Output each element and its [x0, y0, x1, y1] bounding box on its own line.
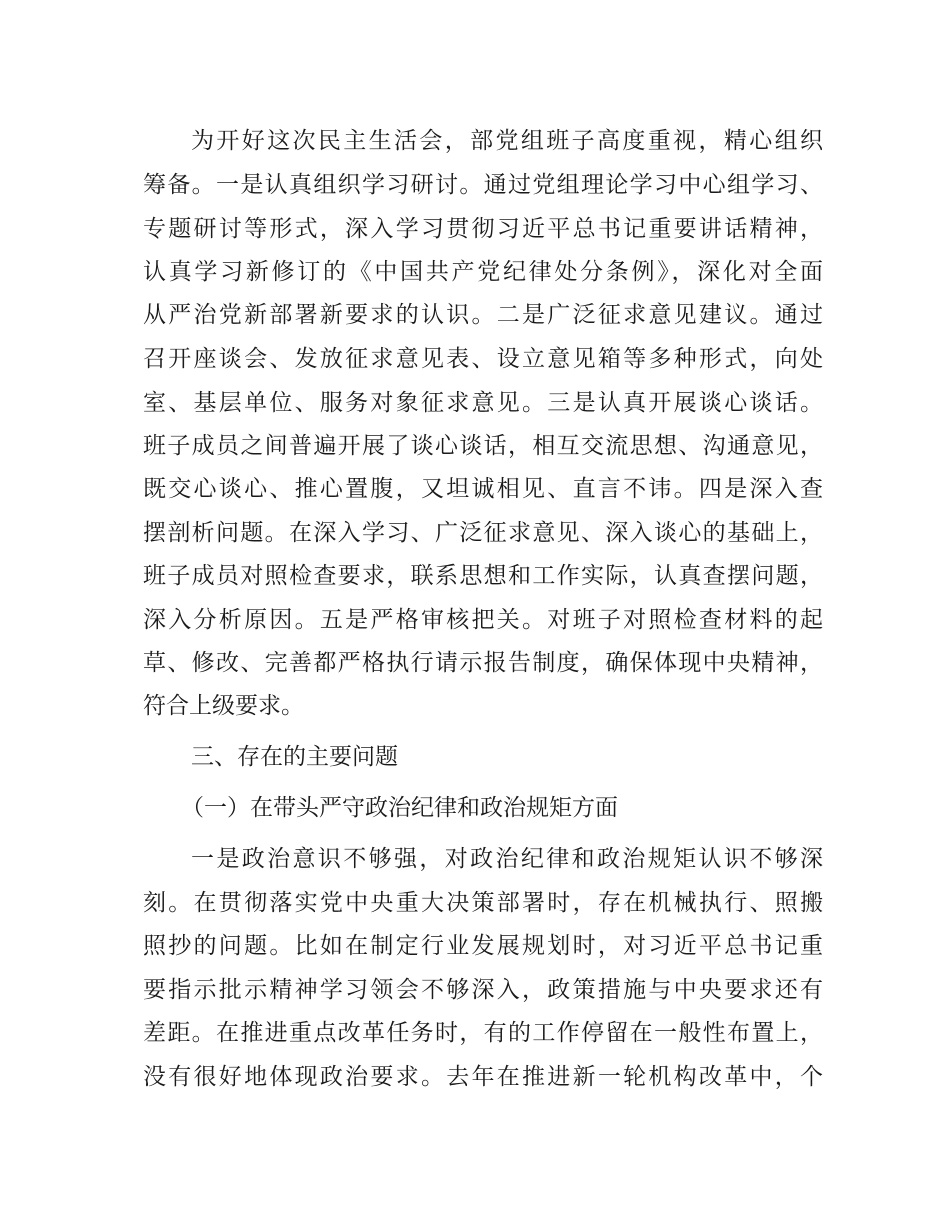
paragraph-line: 班子成员之间普遍开展了谈心谈话，相互交流思想、沟通意见， [143, 433, 823, 459]
subsection-heading: （一）在带头严守政治纪律和政治规矩方面 [181, 795, 618, 821]
paragraph-line: 召开座谈会、发放征求意见表、设立意见箱等多种形式，向处 [143, 346, 823, 372]
paragraph-line: 符合上级要求。 [143, 693, 304, 719]
paragraph-line: 要指示批示精神学习领会不够深入，政策措施与中央要求还有 [143, 977, 823, 1003]
paragraph-line: 刻。在贯彻落实党中央重大决策部署时，存在机械执行、照搬 [143, 890, 823, 916]
paragraph-line: 为开好这次民主生活会，部党组班子高度重视，精心组织 [191, 128, 823, 154]
paragraph-line: 专题研讨等形式，深入学习贯彻习近平总书记重要讲话精神， [143, 216, 823, 242]
paragraph-line: 摆剖析问题。在深入学习、广泛征求意见、深入谈心的基础上， [143, 520, 823, 546]
paragraph-line: 深入分析原因。五是严格审核把关。对班子对照检查材料的起 [143, 607, 823, 633]
paragraph-line: 照抄的问题。比如在制定行业发展规划时，对习近平总书记重 [143, 933, 823, 959]
paragraph-line: 没有很好地体现政治要求。去年在推进新一轮机构改革中，个 [143, 1064, 823, 1090]
paragraph-line: 从严治党新部署新要求的认识。二是广泛征求意见建议。通过 [143, 302, 823, 328]
paragraph-line: 室、基层单位、服务对象征求意见。三是认真开展谈心谈话。 [143, 390, 823, 416]
paragraph-line: 差距。在推进重点改革任务时，有的工作停留在一般性布置上， [143, 1020, 823, 1046]
paragraph-line: 既交心谈心、推心置腹，又坦诚相见、直言不讳。四是深入查 [143, 476, 823, 502]
paragraph-line: 班子成员对照检查要求，联系思想和工作实际，认真查摆问题， [143, 563, 823, 589]
section-heading: 三、存在的主要问题 [191, 744, 398, 770]
paragraph-line: 草、修改、完善都严格执行请示报告制度，确保体现中央精神， [143, 650, 823, 676]
paragraph-line: 一是政治意识不够强，对政治纪律和政治规矩认识不够深 [191, 846, 823, 872]
paragraph-line: 筹备。一是认真组织学习研讨。通过党组理论学习中心组学习、 [143, 172, 823, 198]
paragraph-line: 认真学习新修订的《中国共产党纪律处分条例》，深化对全面 [143, 259, 823, 285]
